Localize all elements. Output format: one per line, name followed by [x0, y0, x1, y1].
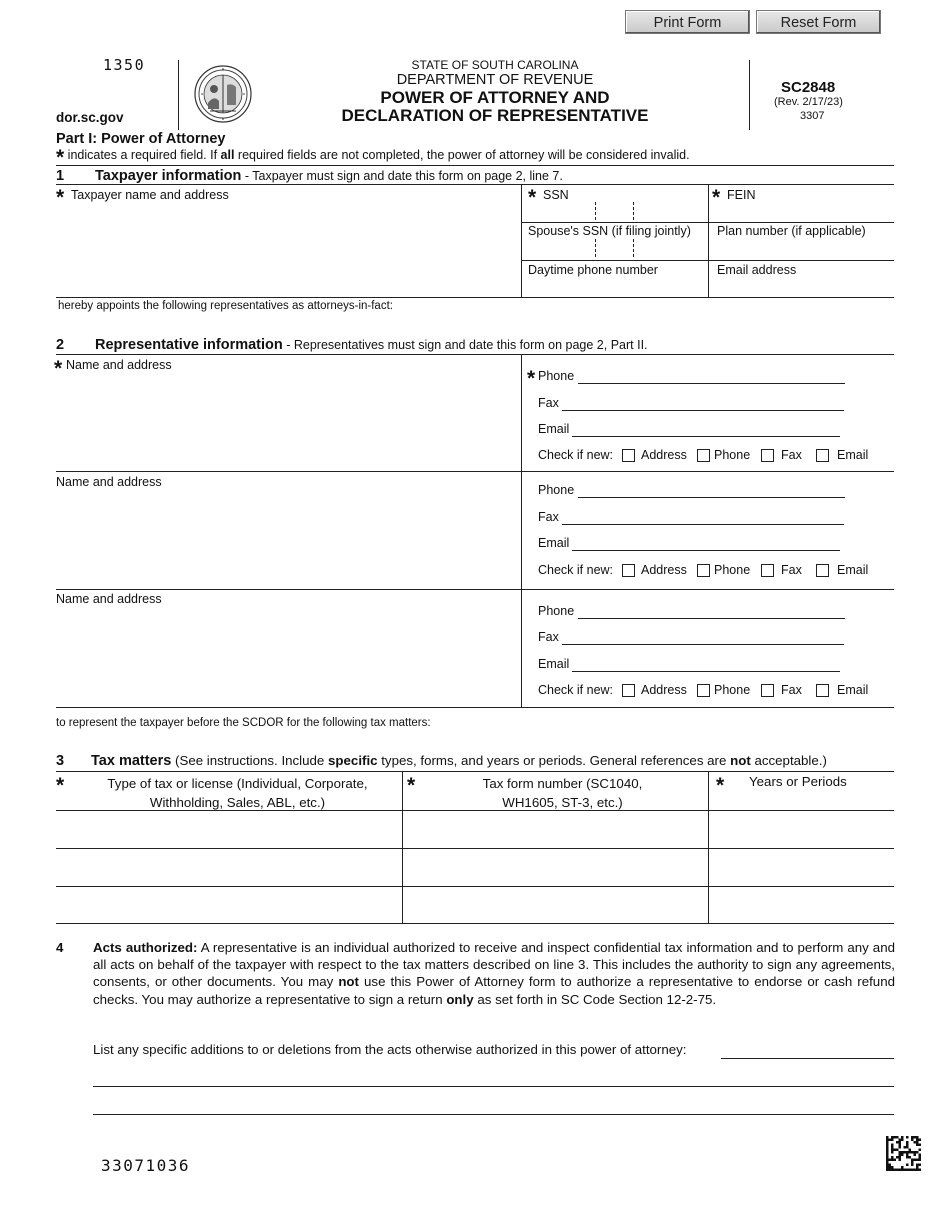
- rep2-email-option: Email: [837, 563, 869, 577]
- section1-number-text: 1: [56, 168, 65, 184]
- rep1-email-label: Email: [538, 422, 570, 436]
- acts-text-a: A representative is an individual authorized to receive and inspect confidential tax information and to perform any and all acts on behalf of the taxpayer with respect to the tax matters described on line 3. This includes the authority to sign any agreements, consents, or other documents. You may: [93, 940, 895, 990]
- rep1-email-field[interactable]: [572, 436, 840, 437]
- section2-number-text: 2: [56, 337, 65, 353]
- required-star: *: [56, 774, 65, 797]
- divider: [521, 222, 894, 223]
- rep1-fax-option: Fax: [781, 448, 802, 462]
- rep3-phone-field[interactable]: [578, 618, 845, 619]
- section1-heading: [95, 168, 563, 184]
- table-row: [56, 810, 894, 811]
- state-seal-icon: [194, 65, 252, 123]
- rep1-phone-field[interactable]: [578, 383, 845, 384]
- required-star: *: [528, 186, 537, 209]
- required-star: *: [407, 774, 416, 797]
- form-code-top: 1350: [103, 56, 146, 74]
- rep3-email-checkbox[interactable]: [816, 684, 829, 697]
- acts-bold-only: only: [446, 991, 474, 1007]
- rep2-phone-field[interactable]: [578, 497, 845, 498]
- rep3-fax-option: Fax: [781, 683, 802, 697]
- section3-note-mid: types, forms, and years or periods. General references are: [377, 753, 731, 768]
- divider: [56, 589, 894, 590]
- rep2-fax-option: Fax: [781, 563, 802, 577]
- print-form-button[interactable]: Print Form: [625, 10, 750, 34]
- rep1-address-option: Address: [641, 448, 687, 462]
- ssn-separator: [633, 202, 634, 220]
- rep3-fax-label: Fax: [538, 630, 559, 644]
- rep2-phone-option: Phone: [714, 563, 751, 577]
- department-name: DEPARTMENT OF REVENUE: [396, 72, 594, 88]
- fein-label: FEIN: [727, 188, 756, 202]
- rep3-name-address-label: Name and address: [56, 592, 162, 606]
- section3-number: [56, 753, 64, 769]
- rep1-address-checkbox[interactable]: [622, 449, 635, 462]
- required-note-bold: all: [220, 148, 235, 162]
- ssn-separator: [595, 202, 596, 220]
- state-name: STATE OF SOUTH CAROLINA: [411, 58, 579, 72]
- divider: [521, 260, 894, 261]
- section3-note-bold2: not: [730, 753, 751, 768]
- rep2-fax-checkbox[interactable]: [761, 564, 774, 577]
- form-title-line2: DECLARATION OF REPRESENTATIVE: [341, 106, 649, 125]
- section1-number: [56, 168, 64, 184]
- additions-deletions-label: List any specific additions to or deletions from the acts otherwise authorized in this power of attorney:: [93, 1042, 687, 1057]
- rep3-address-option: Address: [641, 683, 687, 697]
- rep1-email-option: Email: [837, 448, 869, 462]
- rep1-fax-field[interactable]: [562, 410, 844, 411]
- barcode-icon: [886, 1136, 921, 1171]
- required-star: *: [56, 186, 65, 209]
- website-label: dor.sc.gov: [56, 110, 124, 125]
- section4-number: 4: [56, 940, 64, 955]
- taxpayer-name-address-label: Taxpayer name and address: [71, 188, 229, 202]
- tax-form-header-line2: WH1605, ST-3, etc.): [502, 795, 623, 810]
- years-column-header: Years or Periods: [749, 774, 847, 789]
- rep2-check-new-label: Check if new:: [538, 563, 614, 577]
- section3-heading: [91, 753, 827, 769]
- header-divider-left: [178, 60, 179, 130]
- header-divider-right: [749, 60, 750, 130]
- rep2-phone-label: Phone: [538, 483, 575, 497]
- rep2-fax-label: Fax: [538, 510, 559, 524]
- rep1-phone-checkbox[interactable]: [697, 449, 710, 462]
- rep2-email-field[interactable]: [572, 550, 840, 551]
- rep3-email-field[interactable]: [572, 671, 840, 672]
- divider: [521, 354, 522, 707]
- additions-deletions-line[interactable]: [93, 1114, 894, 1115]
- additions-deletions-field[interactable]: [721, 1058, 894, 1059]
- rep3-fax-checkbox[interactable]: [761, 684, 774, 697]
- form-id: 3307: [800, 110, 825, 122]
- divider: [56, 184, 894, 185]
- rep2-address-option: Address: [641, 563, 687, 577]
- acts-text-b: use this Power of Attorney form to authorize a representative to endorse or cash refund checks. You may authorize a representative to sign a return: [93, 974, 895, 1007]
- required-note: [56, 146, 690, 170]
- email-address-label: Email address: [717, 263, 797, 277]
- required-star: *: [527, 367, 536, 390]
- rep1-check-new-label: Check if new:: [538, 448, 614, 462]
- form-number: SC2848: [781, 79, 836, 96]
- rep2-fax-field[interactable]: [562, 524, 844, 525]
- spouse-ssn-label: Spouse's SSN (if filing jointly): [528, 224, 691, 238]
- ssn-separator: [633, 239, 634, 257]
- section2-title: Representative information: [95, 337, 283, 353]
- required-note-pre: indicates a required field. If: [67, 148, 221, 162]
- rep3-address-checkbox[interactable]: [622, 684, 635, 697]
- tax-type-column-header: [80, 774, 395, 812]
- section1-title: Taxpayer information: [95, 168, 242, 184]
- rep1-fax-label: Fax: [538, 396, 559, 410]
- rep2-email-checkbox[interactable]: [816, 564, 829, 577]
- part1-title: Part I: Power of Attorney: [56, 131, 226, 147]
- acts-text-c: as set forth in SC Code Section 12-2-75.: [473, 991, 717, 1007]
- rep3-email-option: Email: [837, 683, 869, 697]
- rep1-phone-option: Phone: [714, 448, 751, 462]
- rep2-phone-checkbox[interactable]: [697, 564, 710, 577]
- additions-deletions-line[interactable]: [93, 1086, 894, 1087]
- rep3-phone-label: Phone: [538, 604, 575, 618]
- form-title-line1: POWER OF ATTORNEY AND: [380, 88, 610, 107]
- tax-form-header-line1: Tax form number (SC1040,: [482, 776, 643, 791]
- divider: [56, 297, 894, 298]
- appoints-text: hereby appoints the following representatives as attorneys-in-fact:: [58, 300, 393, 312]
- ssn-label: SSN: [543, 188, 569, 202]
- divider: [521, 184, 522, 297]
- rep3-fax-field[interactable]: [562, 644, 844, 645]
- section3-title: Tax matters: [91, 753, 172, 769]
- rep3-check-new-label: Check if new:: [538, 683, 614, 697]
- divider: [56, 354, 894, 355]
- table-row: [56, 923, 894, 924]
- ssn-separator: [595, 239, 596, 257]
- tax-type-header-line2: Withholding, Sales, ABL, etc.): [149, 795, 326, 810]
- divider: [56, 165, 894, 166]
- rep3-email-label: Email: [538, 657, 570, 671]
- table-row: [56, 848, 894, 849]
- rep1-phone-label: Phone: [538, 369, 575, 383]
- form-code-bottom: 33071036: [101, 1156, 191, 1175]
- acts-authorized-title: Acts authorized:: [93, 940, 198, 955]
- required-star: *: [712, 186, 721, 209]
- rep3-phone-checkbox[interactable]: [697, 684, 710, 697]
- represent-text: to represent the taxpayer before the SCDOR for the following tax matters:: [56, 717, 431, 729]
- required-star: *: [56, 146, 65, 169]
- section2-number: [56, 337, 64, 353]
- divider: [56, 707, 894, 708]
- divider: [56, 471, 894, 472]
- rep2-email-label: Email: [538, 536, 570, 550]
- daytime-phone-label: Daytime phone number: [528, 263, 658, 277]
- section3-note-pre: (See instructions. Include: [171, 753, 329, 768]
- divider: [708, 184, 709, 297]
- tax-form-column-header: [420, 774, 705, 812]
- required-star: *: [54, 357, 63, 380]
- section2-note: - Representatives must sign and date this form on page 2, Part II.: [282, 338, 648, 352]
- rep2-address-checkbox[interactable]: [622, 564, 635, 577]
- rep3-phone-option: Phone: [714, 683, 751, 697]
- rep1-name-address-label: Name and address: [66, 358, 172, 372]
- required-star: *: [716, 774, 725, 797]
- rep1-fax-checkbox[interactable]: [761, 449, 774, 462]
- section1-note: - Taxpayer must sign and date this form on page 2, line 7.: [241, 169, 563, 183]
- rep2-name-address-label: Name and address: [56, 475, 162, 489]
- section3-note-bold1: specific: [328, 753, 378, 768]
- reset-form-button[interactable]: Reset Form: [756, 10, 881, 34]
- acts-bold-not: not: [338, 974, 359, 990]
- divider: [56, 771, 894, 772]
- rep1-email-checkbox[interactable]: [816, 449, 829, 462]
- section3-number-text: 3: [56, 753, 65, 769]
- tax-type-header-line1: Type of tax or license (Individual, Corporate,: [107, 776, 368, 791]
- section3-note-post: acceptable.): [750, 753, 827, 768]
- plan-number-label: Plan number (if applicable): [717, 224, 866, 238]
- required-note-post: required fields are not completed, the power of attorney will be considered invalid.: [234, 148, 690, 162]
- table-row: [56, 886, 894, 887]
- acts-authorized-paragraph: [93, 939, 895, 1008]
- form-revision: (Rev. 2/17/23): [774, 96, 843, 108]
- section2-heading: [95, 337, 648, 353]
